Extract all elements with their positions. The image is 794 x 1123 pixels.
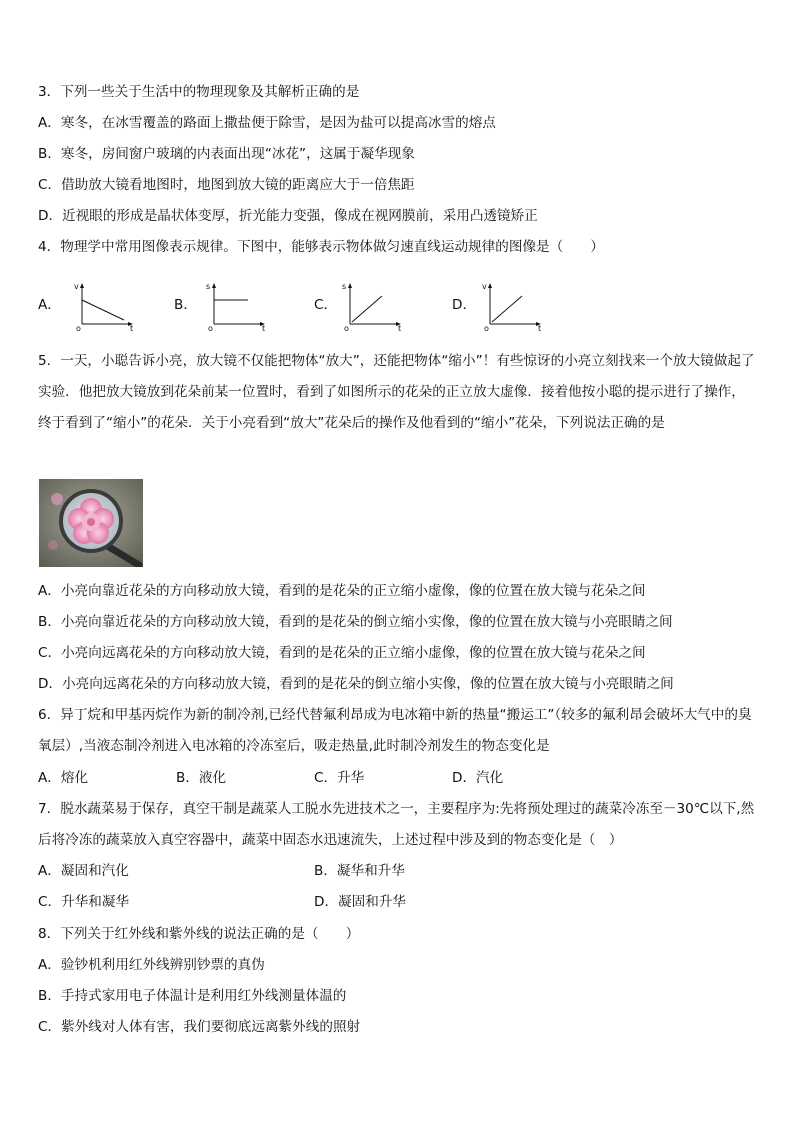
x-axis-label: t: [398, 324, 402, 333]
q8-option-b: B．手持式家用电子体温计是利用红外线测量体温的: [38, 988, 347, 1004]
q6-option-b: B．液化: [176, 770, 227, 786]
graph-line: [82, 300, 124, 320]
q6-option-a: A．熔化: [38, 770, 89, 786]
q6-stem: 6．异丁烷和甲基丙烷作为新的制冷剂,已经代替氟利昂成为电冰箱中新的热量“搬运工”（较多的氟利昂会破坏大气中的臭氧层）,当液态制冷剂进入电冰箱的冷冻室后，吸走热量,此时制冷剂发生的物态变化是: [38, 707, 752, 754]
q8-option-c: C．紫外线对人体有害，我们要彻底远离紫外线的照射: [38, 1019, 361, 1035]
graph-line: [352, 296, 382, 322]
q7-stem: 7．脱水蔬菜易于保存，真空干制是蔬菜人工脱水先进技术之一，主要程序为:先将预处理过的蔬菜冷冻至－30℃以下,然后将冷冻的蔬菜放入真空容器中，蔬菜中固态水迅速流失，上述过程中涉及到的物态变化是（ ）: [38, 801, 755, 848]
y-axis-label: v: [482, 282, 487, 291]
q4-graph-a: [68, 280, 138, 332]
magnifier-flower-photo: [39, 479, 143, 567]
y-axis-arrow: [488, 283, 492, 288]
q5-option-b: B．小亮向靠近花朵的方向移动放大镜，看到的是花朵的倒立缩小实像，像的位置在放大镜与小亮眼睛之间: [38, 614, 673, 630]
q5-stem: 5．一天，小聪告诉小亮，放大镜不仅能把物体“放大”，还能把物体“缩小”！有些惊讶的小亮立刻找来一个放大镜做起了实验．他把放大镜放到花朵前某一位置时，看到了如图所示的花朵的正立放大虚像．接着他按小聪的提示进行了操作，终于看到了“缩小”的花朵．关于小亮看到“放大”花朵后的操作及他看到的“缩小”花朵，下列说法正确的是: [38, 353, 755, 431]
q8-stem: 8．下列关于红外线和紫外线的说法正确的是（ ）: [38, 926, 360, 942]
x-axis-label: t: [130, 324, 134, 333]
q3-stem: 3．下列一些关于生活中的物理现象及其解析正确的是: [38, 84, 360, 100]
q5-option-d: D．小亮向远离花朵的方向移动放大镜，看到的是花朵的倒立缩小实像，像的位置在放大镜与小亮眼睛之间: [38, 676, 674, 692]
origin-label: o: [344, 324, 349, 333]
origin-label: o: [484, 324, 489, 333]
q4-graph-d-label: D．: [452, 297, 477, 313]
q4-graph-d: [476, 280, 546, 332]
q6-option-d: D．汽化: [452, 770, 504, 786]
x-axis-label: t: [538, 324, 542, 333]
q7-option-d: D．凝固和升华: [314, 894, 407, 910]
q7-option-a: A．凝固和汽化: [38, 863, 129, 879]
q4-stem: 4．物理学中常用图像表示规律。下图中，能够表示物体做匀速直线运动规律的图像是（ ）: [38, 239, 604, 255]
graph-line: [492, 296, 522, 322]
q3-option-c: C．借助放大镜看地图时，地图到放大镜的距离应大于一倍焦距: [38, 177, 415, 193]
q5-option-a: A．小亮向靠近花朵的方向移动放大镜，看到的是花朵的正立缩小虚像，像的位置在放大镜与花朵之间: [38, 583, 646, 599]
q7-option-b: B．凝华和升华: [314, 863, 405, 879]
origin-label: o: [208, 324, 213, 333]
q5-option-c: C．小亮向远离花朵的方向移动放大镜，看到的是花朵的正立缩小虚像，像的位置在放大镜与花朵之间: [38, 645, 646, 661]
q4-graph-a-label: A．: [38, 297, 61, 313]
q8-option-a: A．验钞机利用红外线辨别钞票的真伪: [38, 957, 265, 973]
y-axis-label: s: [206, 282, 211, 291]
q4-graph-b: [200, 280, 270, 332]
q3-option-a: A．寒冬，在冰雪覆盖的路面上撒盐便于除雪，是因为盐可以提高冰雪的熔点: [38, 115, 496, 131]
q4-graph-b-label: B．: [174, 297, 197, 313]
q3-option-b: B．寒冬，房间窗户玻璃的内表面出现“冰花”，这属于凝华现象: [38, 146, 415, 162]
x-axis-label: t: [262, 324, 266, 333]
y-axis-arrow: [80, 283, 84, 288]
y-axis-label: s: [342, 282, 347, 291]
q4-graph-c: [336, 280, 406, 332]
y-axis-label: v: [74, 282, 79, 291]
y-axis-arrow: [212, 283, 216, 288]
q7-option-c: C．升华和凝华: [38, 894, 130, 910]
q6-option-c: C．升华: [314, 770, 365, 786]
origin-label: o: [76, 324, 81, 333]
q3-option-d: D．近视眼的形成是晶状体变厚，折光能力变强，像成在视网膜前，采用凸透镜矫正: [38, 208, 538, 224]
y-axis-arrow: [348, 283, 352, 288]
q4-graph-c-label: C．: [314, 297, 338, 313]
